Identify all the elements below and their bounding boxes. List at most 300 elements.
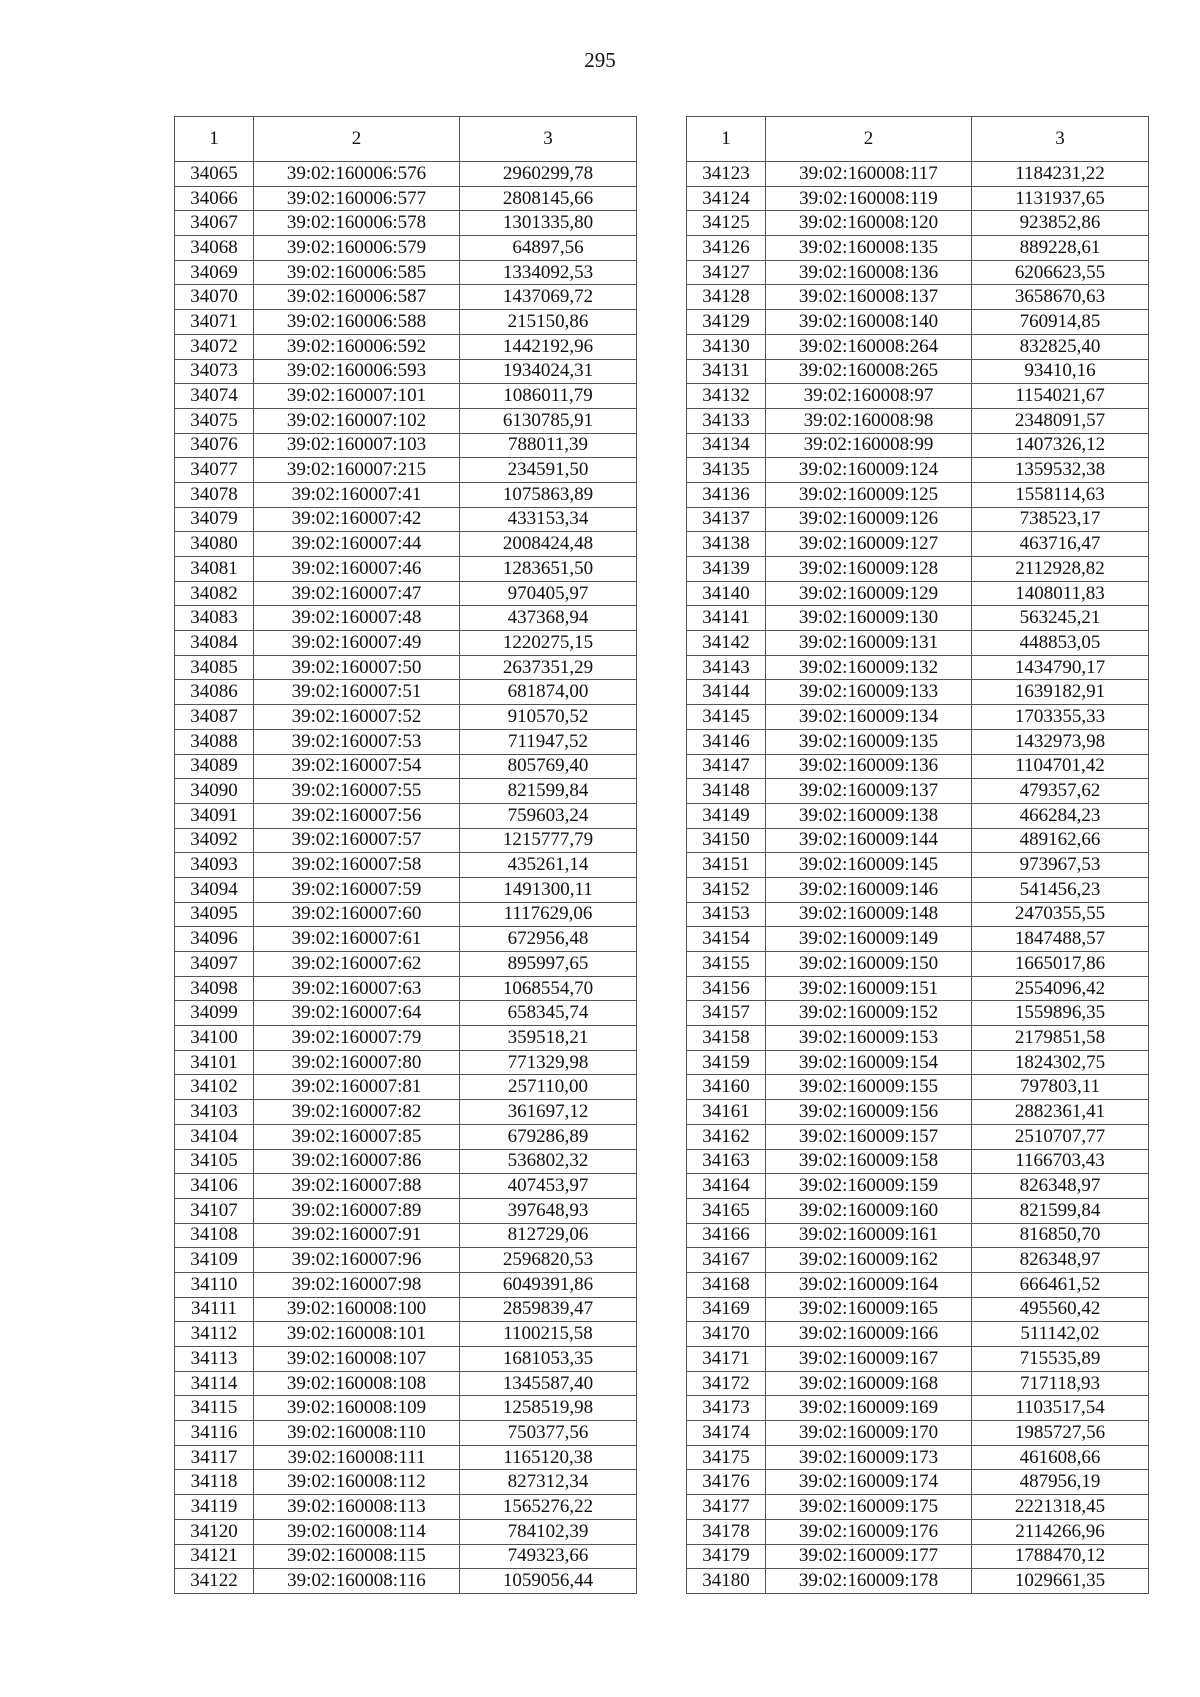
value-cell: 1565276,22 xyxy=(460,1495,637,1520)
value-cell: 750377,56 xyxy=(460,1421,637,1446)
table-row xyxy=(687,482,1149,507)
value-cell: 1029661,35 xyxy=(972,1569,1149,1594)
table-row xyxy=(687,1100,1149,1125)
row-number-cell: 34072 xyxy=(175,334,254,359)
row-number-cell: 34150 xyxy=(687,828,766,853)
cadastral-number-cell: 39:02:160007:50 xyxy=(254,655,460,680)
row-number-cell: 34148 xyxy=(687,779,766,804)
cadastral-number-cell: 39:02:160009:177 xyxy=(766,1544,972,1569)
value-cell: 2637351,29 xyxy=(460,655,637,680)
row-number-cell: 34142 xyxy=(687,631,766,656)
cadastral-number-cell: 39:02:160009:175 xyxy=(766,1495,972,1520)
row-number-cell: 34108 xyxy=(175,1223,254,1248)
cadastral-number-cell: 39:02:160009:136 xyxy=(766,754,972,779)
value-cell: 760914,85 xyxy=(972,310,1149,335)
table-row xyxy=(687,236,1149,261)
table-row xyxy=(175,1050,637,1075)
value-cell: 816850,70 xyxy=(972,1223,1149,1248)
value-cell: 1434790,17 xyxy=(972,655,1149,680)
cadastral-number-cell: 39:02:160008:116 xyxy=(254,1569,460,1594)
row-number-cell: 34166 xyxy=(687,1223,766,1248)
row-number-cell: 34155 xyxy=(687,952,766,977)
row-number-cell: 34179 xyxy=(687,1544,766,1569)
table-row xyxy=(687,631,1149,656)
column-header: 1 xyxy=(175,117,254,162)
row-number-cell: 34159 xyxy=(687,1050,766,1075)
row-number-cell: 34080 xyxy=(175,532,254,557)
row-number-cell: 34088 xyxy=(175,729,254,754)
value-cell: 1184231,22 xyxy=(972,162,1149,187)
value-cell: 1559896,35 xyxy=(972,1001,1149,1026)
cadastral-number-cell: 39:02:160007:215 xyxy=(254,458,460,483)
cadastral-number-cell: 39:02:160006:593 xyxy=(254,359,460,384)
row-number-cell: 34143 xyxy=(687,655,766,680)
row-number-cell: 34104 xyxy=(175,1124,254,1149)
cadastral-number-cell: 39:02:160009:150 xyxy=(766,952,972,977)
cadastral-number-cell: 39:02:160007:79 xyxy=(254,1026,460,1051)
table-row xyxy=(687,927,1149,952)
table-row xyxy=(175,1371,637,1396)
row-number-cell: 34156 xyxy=(687,976,766,1001)
table-row xyxy=(175,877,637,902)
row-number-cell: 34116 xyxy=(175,1421,254,1446)
row-number-cell: 34111 xyxy=(175,1297,254,1322)
cadastral-number-cell: 39:02:160008:110 xyxy=(254,1421,460,1446)
table-row xyxy=(175,408,637,433)
table-row xyxy=(175,779,637,804)
table-header-row xyxy=(175,117,637,162)
cadastral-number-cell: 39:02:160009:154 xyxy=(766,1050,972,1075)
cadastral-number-cell: 39:02:160007:52 xyxy=(254,705,460,730)
cadastral-number-cell: 39:02:160007:98 xyxy=(254,1272,460,1297)
cadastral-number-cell: 39:02:160006:587 xyxy=(254,285,460,310)
value-cell: 6130785,91 xyxy=(460,408,637,433)
table-row xyxy=(175,853,637,878)
cadastral-number-cell: 39:02:160007:89 xyxy=(254,1198,460,1223)
cadastral-number-cell: 39:02:160007:53 xyxy=(254,729,460,754)
value-cell: 2179851,58 xyxy=(972,1026,1149,1051)
cadastral-number-cell: 39:02:160007:101 xyxy=(254,384,460,409)
value-cell: 6206623,55 xyxy=(972,260,1149,285)
row-number-cell: 34177 xyxy=(687,1495,766,1520)
table-row xyxy=(175,334,637,359)
cadastral-number-cell: 39:02:160009:162 xyxy=(766,1248,972,1273)
cadastral-number-cell: 39:02:160007:96 xyxy=(254,1248,460,1273)
row-number-cell: 34180 xyxy=(687,1569,766,1594)
row-number-cell: 34096 xyxy=(175,927,254,952)
cadastral-number-cell: 39:02:160009:137 xyxy=(766,779,972,804)
value-cell: 536802,32 xyxy=(460,1149,637,1174)
cadastral-number-cell: 39:02:160009:145 xyxy=(766,853,972,878)
column-header: 3 xyxy=(972,117,1149,162)
row-number-cell: 34115 xyxy=(175,1396,254,1421)
row-number-cell: 34134 xyxy=(687,433,766,458)
table-row xyxy=(687,1470,1149,1495)
value-cell: 784102,39 xyxy=(460,1519,637,1544)
cadastral-number-cell: 39:02:160009:167 xyxy=(766,1347,972,1372)
cadastral-number-cell: 39:02:160008:111 xyxy=(254,1445,460,1470)
value-cell: 1154021,67 xyxy=(972,384,1149,409)
cadastral-number-cell: 39:02:160009:161 xyxy=(766,1223,972,1248)
table-row xyxy=(175,1223,637,1248)
value-cell: 1086011,79 xyxy=(460,384,637,409)
cadastral-number-cell: 39:02:160007:63 xyxy=(254,976,460,1001)
cadastral-number-cell: 39:02:160009:158 xyxy=(766,1149,972,1174)
value-cell: 1131937,65 xyxy=(972,186,1149,211)
table-row xyxy=(175,260,637,285)
table-row xyxy=(175,236,637,261)
table-row xyxy=(175,1149,637,1174)
value-cell: 821599,84 xyxy=(460,779,637,804)
table-row xyxy=(175,285,637,310)
cadastral-number-cell: 39:02:160009:151 xyxy=(766,976,972,1001)
cadastral-number-cell: 39:02:160008:264 xyxy=(766,334,972,359)
row-number-cell: 34118 xyxy=(175,1470,254,1495)
cadastral-number-cell: 39:02:160007:81 xyxy=(254,1075,460,1100)
table-body xyxy=(175,162,637,1594)
row-number-cell: 34138 xyxy=(687,532,766,557)
table-row xyxy=(687,557,1149,582)
row-number-cell: 34132 xyxy=(687,384,766,409)
row-number-cell: 34102 xyxy=(175,1075,254,1100)
table-row xyxy=(175,680,637,705)
table-row xyxy=(687,902,1149,927)
row-number-cell: 34100 xyxy=(175,1026,254,1051)
row-number-cell: 34144 xyxy=(687,680,766,705)
value-cell: 1215777,79 xyxy=(460,828,637,853)
table-row xyxy=(175,1174,637,1199)
value-cell: 361697,12 xyxy=(460,1100,637,1125)
value-cell: 1432973,98 xyxy=(972,729,1149,754)
table-row xyxy=(175,655,637,680)
table-row xyxy=(175,705,637,730)
row-number-cell: 34120 xyxy=(175,1519,254,1544)
value-cell: 1334092,53 xyxy=(460,260,637,285)
table-header-row xyxy=(687,117,1149,162)
row-number-cell: 34066 xyxy=(175,186,254,211)
row-number-cell: 34124 xyxy=(687,186,766,211)
table-row xyxy=(175,1297,637,1322)
table-row xyxy=(687,1050,1149,1075)
cadastral-number-cell: 39:02:160009:149 xyxy=(766,927,972,952)
cadastral-number-cell: 39:02:160007:60 xyxy=(254,902,460,927)
value-cell: 511142,02 xyxy=(972,1322,1149,1347)
row-number-cell: 34093 xyxy=(175,853,254,878)
value-cell: 359518,21 xyxy=(460,1026,637,1051)
row-number-cell: 34123 xyxy=(687,162,766,187)
cadastral-number-cell: 39:02:160009:168 xyxy=(766,1371,972,1396)
table-row xyxy=(175,1075,637,1100)
value-cell: 2596820,53 xyxy=(460,1248,637,1273)
cadastral-number-cell: 39:02:160009:176 xyxy=(766,1519,972,1544)
value-cell: 433153,34 xyxy=(460,507,637,532)
cadastral-number-cell: 39:02:160006:585 xyxy=(254,260,460,285)
row-number-cell: 34069 xyxy=(175,260,254,285)
row-number-cell: 34169 xyxy=(687,1297,766,1322)
row-number-cell: 34090 xyxy=(175,779,254,804)
table-row xyxy=(687,705,1149,730)
value-cell: 711947,52 xyxy=(460,729,637,754)
table-row xyxy=(175,384,637,409)
table-row xyxy=(175,828,637,853)
cadastral-number-cell: 39:02:160009:132 xyxy=(766,655,972,680)
row-number-cell: 34146 xyxy=(687,729,766,754)
table-row xyxy=(687,1223,1149,1248)
table-row xyxy=(687,1075,1149,1100)
value-cell: 1100215,58 xyxy=(460,1322,637,1347)
value-cell: 1117629,06 xyxy=(460,902,637,927)
row-number-cell: 34175 xyxy=(687,1445,766,1470)
value-cell: 1407326,12 xyxy=(972,433,1149,458)
table-row xyxy=(175,976,637,1001)
cadastral-number-cell: 39:02:160009:144 xyxy=(766,828,972,853)
value-cell: 2008424,48 xyxy=(460,532,637,557)
table-row xyxy=(687,1347,1149,1372)
table-row xyxy=(175,557,637,582)
cadastral-number-cell: 39:02:160007:61 xyxy=(254,927,460,952)
value-cell: 466284,23 xyxy=(972,803,1149,828)
cadastral-number-cell: 39:02:160007:46 xyxy=(254,557,460,582)
row-number-cell: 34128 xyxy=(687,285,766,310)
value-cell: 827312,34 xyxy=(460,1470,637,1495)
table-row xyxy=(687,1149,1149,1174)
table-row xyxy=(175,1322,637,1347)
value-cell: 1301335,80 xyxy=(460,211,637,236)
row-number-cell: 34105 xyxy=(175,1149,254,1174)
cadastral-number-cell: 39:02:160009:129 xyxy=(766,581,972,606)
cadastral-number-cell: 39:02:160008:112 xyxy=(254,1470,460,1495)
value-cell: 2960299,78 xyxy=(460,162,637,187)
row-number-cell: 34086 xyxy=(175,680,254,705)
row-number-cell: 34074 xyxy=(175,384,254,409)
table-row xyxy=(687,359,1149,384)
row-number-cell: 34126 xyxy=(687,236,766,261)
cadastral-number-cell: 39:02:160007:82 xyxy=(254,1100,460,1125)
cadastral-number-cell: 39:02:160009:165 xyxy=(766,1297,972,1322)
table-row xyxy=(687,779,1149,804)
value-cell: 407453,97 xyxy=(460,1174,637,1199)
value-cell: 717118,93 xyxy=(972,1371,1149,1396)
row-number-cell: 34163 xyxy=(687,1149,766,1174)
value-cell: 1847488,57 xyxy=(972,927,1149,952)
row-number-cell: 34071 xyxy=(175,310,254,335)
cadastral-number-cell: 39:02:160006:578 xyxy=(254,211,460,236)
cadastral-number-cell: 39:02:160007:86 xyxy=(254,1149,460,1174)
row-number-cell: 34157 xyxy=(687,1001,766,1026)
table-row xyxy=(687,532,1149,557)
cadastral-number-cell: 39:02:160009:131 xyxy=(766,631,972,656)
value-cell: 821599,84 xyxy=(972,1198,1149,1223)
value-cell: 826348,97 xyxy=(972,1174,1149,1199)
table-row xyxy=(175,1198,637,1223)
table-row xyxy=(687,1026,1149,1051)
table-row xyxy=(687,803,1149,828)
value-cell: 563245,21 xyxy=(972,606,1149,631)
table-row xyxy=(175,952,637,977)
table-row xyxy=(175,631,637,656)
cadastral-number-cell: 39:02:160009:170 xyxy=(766,1421,972,1446)
value-cell: 759603,24 xyxy=(460,803,637,828)
cadastral-number-cell: 39:02:160009:128 xyxy=(766,557,972,582)
row-number-cell: 34109 xyxy=(175,1248,254,1273)
table-row xyxy=(687,162,1149,187)
value-cell: 1703355,33 xyxy=(972,705,1149,730)
cadastral-number-cell: 39:02:160007:42 xyxy=(254,507,460,532)
cadastral-number-cell: 39:02:160008:119 xyxy=(766,186,972,211)
value-cell: 1824302,75 xyxy=(972,1050,1149,1075)
value-cell: 923852,86 xyxy=(972,211,1149,236)
value-cell: 2882361,41 xyxy=(972,1100,1149,1125)
value-cell: 895997,65 xyxy=(460,952,637,977)
value-cell: 93410,16 xyxy=(972,359,1149,384)
value-cell: 3658670,63 xyxy=(972,285,1149,310)
table-row xyxy=(175,1569,637,1594)
cadastral-number-cell: 39:02:160007:54 xyxy=(254,754,460,779)
row-number-cell: 34145 xyxy=(687,705,766,730)
value-cell: 826348,97 xyxy=(972,1248,1149,1273)
table-row xyxy=(175,1347,637,1372)
row-number-cell: 34122 xyxy=(175,1569,254,1594)
value-cell: 2470355,55 xyxy=(972,902,1149,927)
cadastral-number-cell: 39:02:160009:156 xyxy=(766,1100,972,1125)
table-row xyxy=(687,729,1149,754)
cadastral-number-cell: 39:02:160009:138 xyxy=(766,803,972,828)
row-number-cell: 34085 xyxy=(175,655,254,680)
value-cell: 1104701,42 xyxy=(972,754,1149,779)
value-cell: 1408011,83 xyxy=(972,581,1149,606)
row-number-cell: 34084 xyxy=(175,631,254,656)
table-row xyxy=(175,927,637,952)
table-row xyxy=(175,803,637,828)
row-number-cell: 34083 xyxy=(175,606,254,631)
row-number-cell: 34077 xyxy=(175,458,254,483)
column-header: 2 xyxy=(254,117,460,162)
value-cell: 771329,98 xyxy=(460,1050,637,1075)
row-number-cell: 34162 xyxy=(687,1124,766,1149)
column-header: 1 xyxy=(687,117,766,162)
cadastral-number-cell: 39:02:160008:99 xyxy=(766,433,972,458)
row-number-cell: 34067 xyxy=(175,211,254,236)
table-row xyxy=(175,1124,637,1149)
table-row xyxy=(175,1495,637,1520)
cadastral-number-cell: 39:02:160008:107 xyxy=(254,1347,460,1372)
table-row xyxy=(687,828,1149,853)
value-cell: 1788470,12 xyxy=(972,1544,1149,1569)
cadastral-number-cell: 39:02:160007:80 xyxy=(254,1050,460,1075)
row-number-cell: 34167 xyxy=(687,1248,766,1273)
value-cell: 679286,89 xyxy=(460,1124,637,1149)
cadastral-number-cell: 39:02:160008:109 xyxy=(254,1396,460,1421)
row-number-cell: 34168 xyxy=(687,1272,766,1297)
table-row xyxy=(687,1124,1149,1149)
value-cell: 2554096,42 xyxy=(972,976,1149,1001)
table-row xyxy=(175,507,637,532)
row-number-cell: 34076 xyxy=(175,433,254,458)
cadastral-number-cell: 39:02:160007:55 xyxy=(254,779,460,804)
value-cell: 495560,42 xyxy=(972,1297,1149,1322)
cadastral-number-cell: 39:02:160007:58 xyxy=(254,853,460,878)
value-cell: 487956,19 xyxy=(972,1470,1149,1495)
cadastral-number-cell: 39:02:160008:97 xyxy=(766,384,972,409)
table-row xyxy=(687,285,1149,310)
cadastral-number-cell: 39:02:160009:130 xyxy=(766,606,972,631)
value-cell: 1258519,98 xyxy=(460,1396,637,1421)
cadastral-number-cell: 39:02:160009:127 xyxy=(766,532,972,557)
row-number-cell: 34095 xyxy=(175,902,254,927)
table-row xyxy=(687,433,1149,458)
value-cell: 2348091,57 xyxy=(972,408,1149,433)
row-number-cell: 34127 xyxy=(687,260,766,285)
row-number-cell: 34110 xyxy=(175,1272,254,1297)
row-number-cell: 34129 xyxy=(687,310,766,335)
cadastral-number-cell: 39:02:160007:103 xyxy=(254,433,460,458)
cadastral-number-cell: 39:02:160009:160 xyxy=(766,1198,972,1223)
table-row xyxy=(687,1248,1149,1273)
value-cell: 681874,00 xyxy=(460,680,637,705)
value-cell: 397648,93 xyxy=(460,1198,637,1223)
table-row xyxy=(175,1445,637,1470)
value-cell: 489162,66 xyxy=(972,828,1149,853)
row-number-cell: 34089 xyxy=(175,754,254,779)
row-number-cell: 34070 xyxy=(175,285,254,310)
cadastral-number-cell: 39:02:160006:577 xyxy=(254,186,460,211)
cadastral-number-cell: 39:02:160009:164 xyxy=(766,1272,972,1297)
value-cell: 749323,66 xyxy=(460,1544,637,1569)
cadastral-number-cell: 39:02:160009:153 xyxy=(766,1026,972,1051)
value-cell: 2114266,96 xyxy=(972,1519,1149,1544)
value-cell: 2808145,66 xyxy=(460,186,637,211)
value-cell: 1934024,31 xyxy=(460,359,637,384)
row-number-cell: 34094 xyxy=(175,877,254,902)
cadastral-number-cell: 39:02:160008:120 xyxy=(766,211,972,236)
table-row xyxy=(687,1519,1149,1544)
value-cell: 2112928,82 xyxy=(972,557,1149,582)
table-row xyxy=(175,1421,637,1446)
table-row xyxy=(687,458,1149,483)
value-cell: 64897,56 xyxy=(460,236,637,261)
value-cell: 435261,14 xyxy=(460,853,637,878)
value-cell: 234591,50 xyxy=(460,458,637,483)
value-cell: 215150,86 xyxy=(460,310,637,335)
value-cell: 672956,48 xyxy=(460,927,637,952)
row-number-cell: 34098 xyxy=(175,976,254,1001)
row-number-cell: 34101 xyxy=(175,1050,254,1075)
table-row xyxy=(687,1544,1149,1569)
row-number-cell: 34171 xyxy=(687,1347,766,1372)
value-cell: 1345587,40 xyxy=(460,1371,637,1396)
column-header: 2 xyxy=(766,117,972,162)
value-cell: 1437069,72 xyxy=(460,285,637,310)
table-row xyxy=(175,1272,637,1297)
row-number-cell: 34078 xyxy=(175,482,254,507)
table-row xyxy=(687,877,1149,902)
table-row xyxy=(687,1445,1149,1470)
table-row xyxy=(687,408,1149,433)
cadastral-number-cell: 39:02:160007:44 xyxy=(254,532,460,557)
cadastral-number-cell: 39:02:160008:140 xyxy=(766,310,972,335)
cadastral-number-cell: 39:02:160009:148 xyxy=(766,902,972,927)
row-number-cell: 34099 xyxy=(175,1001,254,1026)
table-row xyxy=(175,1470,637,1495)
cadastral-number-cell: 39:02:160007:48 xyxy=(254,606,460,631)
row-number-cell: 34154 xyxy=(687,927,766,952)
row-number-cell: 34075 xyxy=(175,408,254,433)
table-row xyxy=(175,532,637,557)
row-number-cell: 34153 xyxy=(687,902,766,927)
table-row xyxy=(687,1297,1149,1322)
table-row xyxy=(175,1248,637,1273)
cadastral-number-cell: 39:02:160009:169 xyxy=(766,1396,972,1421)
